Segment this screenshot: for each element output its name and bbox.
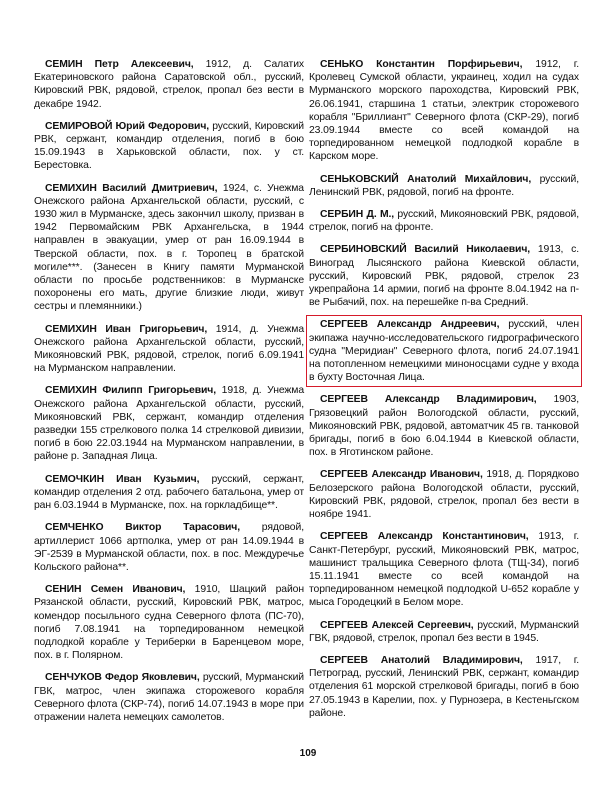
entry-name: СЕМИРОВОЙ Юрий Федорович, [45,120,210,132]
entry-name: СЕНЬКОВСКИЙ Анатолий Михайлович, [320,173,532,185]
entry-name: СЕМИХИН Иван Григорьевич, [45,323,208,335]
entry [309,530,579,609]
entry-name: СЕМИХИН Василий Дмитриевич, [45,182,218,194]
entry-text: русский, Ленинский РВК, рядовой, погиб на фронте. [309,173,579,198]
entry-name: СЕРГЕЕВ Александр Владимирович, [320,394,537,406]
entry [309,173,579,199]
entry-name: СЕМИН Петр Алексеевич, [45,59,194,70]
entry-name: СЕРГЕЕВ Анатолий Владимирович, [320,654,523,666]
entry [309,619,579,645]
entry [309,58,579,164]
entry [34,521,304,574]
entry [309,654,579,720]
entry [34,182,304,314]
page-number: 109 [299,748,317,759]
entry-name: СЕРГЕЕВ Александр Андреевич, [320,319,500,331]
entry-name: СЕРГЕЕВ Александр Константинович, [320,531,529,543]
entry-text: 1912, д. Салатих Екатериновского района Саратовской обл., русский, Кировский РВК, рядовой, стрелок, пропал без вести в декабре 1942. [34,59,304,110]
entry-text: 1913, с. Виноград Лысянского района Киевской области, русский, Кировский РВК, рядовой, стрелок 23 укрепрайона 14 армии, погиб на фронте 8.04.1942 на п-ве Рыбачий, пох. на перешейке п-ва Средний. [309,244,579,309]
entry [34,58,304,111]
entry-name: СЕНЬКО Константин Порфирьевич, [320,59,523,70]
entry-name: СЕНИН Семен Иванович, [45,584,186,596]
entry-text: русский, Кировский РВК, сержант, командир отделения, погиб в бою 15.09.1943 в Харьковской области, пох. у ст. Берестовка. [34,120,304,172]
entry-text: 1918, д. Порядково Белозерского района Вологодской области, русский, Кировский РВК, рядовой, стрелок, пропал без вести в ноябре 1941. [309,469,579,521]
entry [34,384,304,463]
entry-name: СЕРГЕЕВ Александр Иванович, [320,469,483,481]
entry-text: 1914, д. Унежма Онежского района Архангельской области, русский, Микояновский РВК, рядовой, стрелок, погиб 6.09.1941 на Мурманском направлении. [34,323,305,375]
entry-name: СЕРГЕЕВ Алексей Сергеевич, [320,619,474,631]
entry-text: 1903, Грязовецкий район Вологодской области, русский, Микояновский РВК, рядовой, автоматчик 45 гв. танковой бригады, погиб в бою 6.04.1944 в Киевской области, пох. в Яготинском районе. [309,394,579,459]
entry-text: русский, Мурманский ГВК, матрос, член экипажа сторожевого корабля Северного флота (СКР-74), погиб 14.07.1943 в море при отражении налета немецких самолетов. [34,672,304,723]
entry-name: СЕМИХИН Филипп Григорьевич, [45,385,217,397]
entry-name: СЕМОЧКИН Иван Кузьмич, [45,473,200,485]
left-column [34,58,304,733]
entry-text: 1918, д. Унежма Онежского района Архангельской области, русский, Микояновский РВК, сержант, командир отделения разведки 155 стрелкового полка 14 стрелковой дивизии, погиб в бою 22.03.1944 на Мурманском направлении, в районе р. Западная Лица. [34,385,304,463]
entry-text: 1924, с. Унежма Онежского района Архангельской области, русский, с 1930 жил в Мурманске, здесь закончил школу, призван в 1942 Первомайским РВК Архангельска, в 1944 направлен в эвакуации, умер от ран 16.09.1944 в Тверской области, пох. в г. Торопец в братской могиле***. (Занесен в Книгу памяти Мурманской области по просьбе родственников: в Мурманске похоронены его мать, другие близкие люди, живут сестры и племянники.) [34,182,304,313]
entry [309,468,579,521]
entry-text: 1913, г. Санкт-Петербург, русский, Микояновский РВК, матрос, машинист тральщика Северного флота (ТЩ-34), погиб 15.11.1941 вместе со всей командой на торпедированном немецкой подлодкой U-652 корабле у мыса Городецкий в Белом море. [309,531,579,609]
entry [34,473,304,513]
entry [309,208,579,234]
entry-text: русский, сержант, командир отделения 2 отд. рабочего батальона, умер от ран 6.03.1944 в Мурманске, пох. на горкладбище**. [34,473,304,512]
entry-text: русский, Микояновский РВК, рядовой, стрелок, погиб на фронте. [309,209,579,234]
entry-text: рядовой, артиллерист 1066 артполка, умер от ран 14.09.1944 в ЭГ-2539 в Мурманской области, пох. в пос. Междуречье Кольского района**. [34,522,304,573]
right-column [309,58,579,729]
entry-text: 1910, Шацкий район Рязанской области, русский, Кировский РВК, матрос, комендор посыльного судна Северного флота (ПС-70), погиб 7.08.1941 на торпедированном немецкой подлодкой корабле у Териберки в Баренцевом море, пох. в г. Полярном. [34,584,304,662]
entry-name: СЕНЧУКОВ Федор Яковлевич, [45,672,200,684]
entry [309,393,579,459]
entry [34,671,304,724]
entry-text: 1912, г. Кролевец Сумской области, украинец, ходил на судах Мурманского морского пароходства, Кировский РВК, 26.06.1941, старшина 1 статьи, электрик сторожевого корабля "Бриллиант" Северного флота (СКР-29), погиб 23.09.1944 вместе со всей командой на торпедированном немецкой подлодкой корабле в Карском море. [309,59,579,163]
entry-name: СЕМЧЕНКО Виктор Тарасович, [45,522,240,534]
entry-text: русский, член экипажа научно-исследовательского гидрографического судна "Меридиан" Северного флота, погиб 24.07.1941 на потопленном немецкими миноносцами судне у входа в бухту Восточная Лица. [309,319,580,384]
entry [34,583,304,662]
entry [309,243,579,309]
entry-text: 1917, г. Петроград, русский, Ленинский РВК, сержант, командир отделения 61 морской стрелковой бригады, погиб в бою 27.05.1943 в Карелии, пох. у Пурнозера, в Кестеньгском районе. [309,654,579,719]
entry [34,120,304,173]
highlighted-entry [309,318,579,384]
entry-text: русский, Мурманский ГВК, рядовой, стрелок, пропал без вести в 1945. [309,619,579,644]
entry-name: СЕРБИН Д. М., [320,209,395,221]
entry [34,323,304,376]
entry-name: СЕРБИНОВСКИЙ Василий Николаевич, [320,244,531,256]
